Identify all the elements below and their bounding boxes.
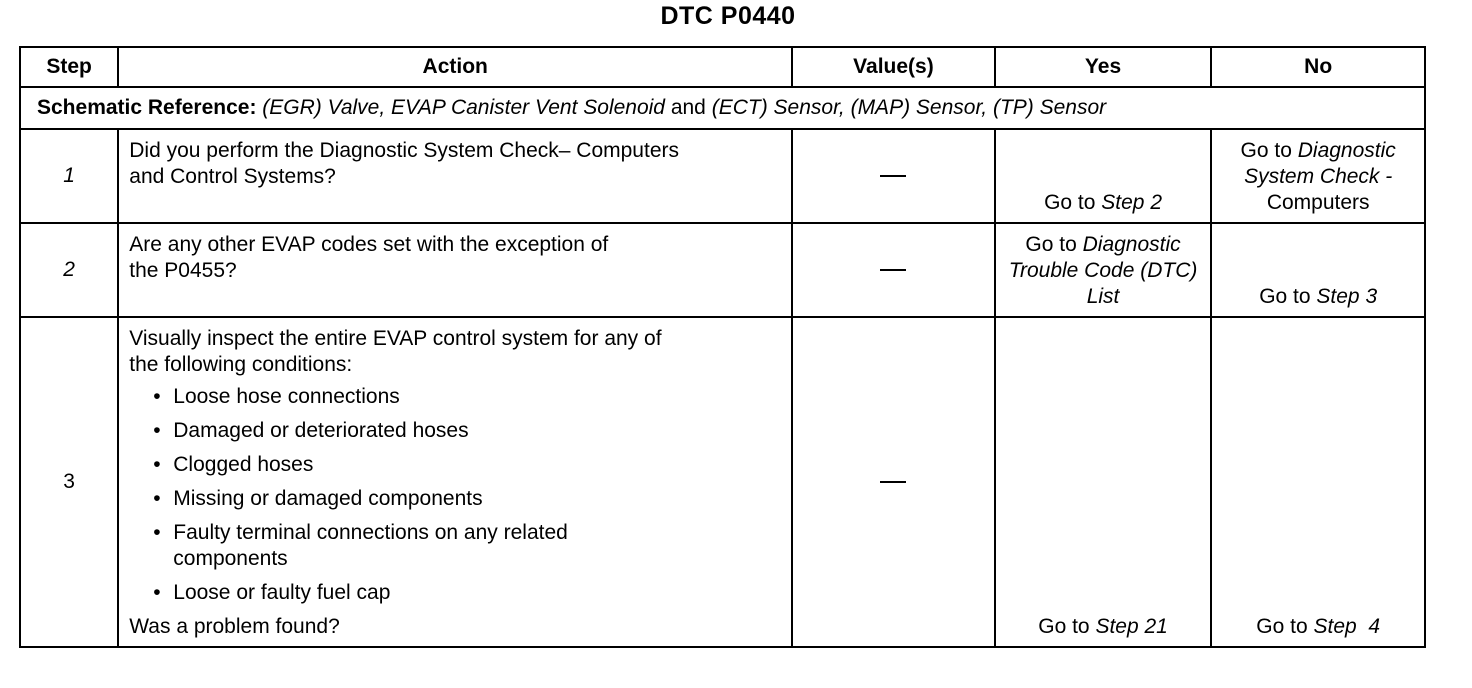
no-prefix: Go to	[1256, 615, 1314, 638]
table-row	[20, 223, 1425, 317]
yes-cell	[995, 129, 1212, 223]
action-text: Did you perform the Diagnostic System Check– Computers and Control Systems?	[129, 139, 679, 188]
header-row	[20, 47, 1425, 87]
list-item: • Loose hose connections	[173, 384, 781, 410]
yes-ref: Diagnostic Trouble Code (DTC) List	[1008, 233, 1198, 308]
no-prefix: Go to	[1259, 285, 1317, 308]
header-yes: Yes	[995, 47, 1212, 87]
action-question: Was a problem found?	[129, 615, 340, 638]
action-cell	[118, 317, 792, 647]
schematic-reference-row	[20, 87, 1425, 129]
yes-prefix: Go to	[1044, 191, 1102, 214]
table-row	[20, 317, 1425, 647]
value-cell	[792, 129, 995, 223]
list-item: • Loose or faulty fuel cap	[173, 580, 781, 606]
no-cell	[1211, 223, 1425, 317]
schematic-reference	[20, 87, 1425, 129]
action-cell	[118, 223, 792, 317]
yes-step-ref: Step 21	[1095, 615, 1168, 638]
yes-cell	[995, 317, 1212, 647]
step-number: 3	[20, 317, 118, 647]
no-prefix: Go to	[1240, 139, 1298, 162]
header-values: Value(s)	[792, 47, 995, 87]
yes-prefix: Go to	[1025, 233, 1083, 256]
schematic-reference-label: Schematic Reference:	[37, 96, 257, 119]
no-cell	[1211, 129, 1425, 223]
page-title: DTC P0440	[660, 2, 796, 30]
action-cell	[118, 129, 792, 223]
schematic-reference-part2: (ECT) Sensor, (MAP) Sensor, (TP) Sensor	[711, 96, 1107, 119]
list-item: • Clogged hoses	[173, 452, 781, 478]
schematic-reference-and: and	[664, 96, 712, 119]
value-cell	[792, 317, 995, 647]
step-number: 1	[20, 129, 118, 223]
list-item: • Missing or damaged components	[173, 486, 781, 512]
no-ref: Diagnostic System Check -	[1244, 139, 1396, 188]
value-dash	[880, 175, 906, 177]
value-dash	[880, 481, 906, 483]
no-suffix: Computers	[1266, 191, 1370, 214]
header-no: No	[1211, 47, 1425, 87]
action-intro: Visually inspect the entire EVAP control system for any of the following conditions:	[129, 327, 662, 376]
action-text: Are any other EVAP codes set with the exception of the P0455?	[129, 233, 609, 282]
table-row	[20, 129, 1425, 223]
no-step-ref: Step 4	[1313, 615, 1381, 638]
no-step-ref: Step 3	[1316, 285, 1378, 308]
value-dash	[880, 269, 906, 271]
no-cell	[1211, 317, 1425, 647]
list-item: • Faulty terminal connections on any related components	[173, 520, 781, 572]
yes-prefix: Go to	[1038, 615, 1096, 638]
header-action: Action	[118, 47, 792, 87]
yes-step-ref: Step 2	[1101, 191, 1162, 214]
list-item: • Damaged or deteriorated hoses	[173, 418, 781, 444]
schematic-reference-part1: (EGR) Valve, EVAP Canister Vent Solenoid	[262, 96, 665, 119]
step-number: 2	[20, 223, 118, 317]
value-cell	[792, 223, 995, 317]
diagnostic-table	[19, 46, 1426, 648]
header-step: Step	[20, 47, 118, 87]
yes-cell	[995, 223, 1212, 317]
conditions-list	[129, 384, 781, 606]
